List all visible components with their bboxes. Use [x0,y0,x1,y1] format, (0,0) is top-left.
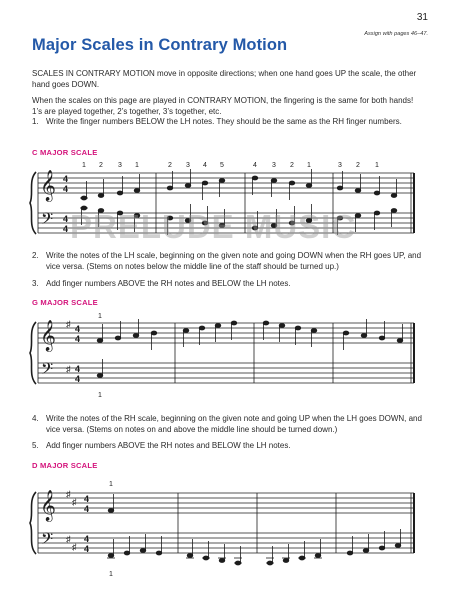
sharp-icon: ♯ [66,534,71,544]
instruction-number: 5. [32,441,39,450]
sharp-key-signature-icon: ♯ [66,319,71,329]
instruction-text: Add finger numbers ABOVE the RH notes and BELOW the LH notes. [46,441,291,450]
grand-staff-brace [30,172,36,234]
instruction-text: Write the finger numbers BELOW the LH notes. They should be the same as the RH finger numbers. [46,117,402,126]
svg-text:4: 4 [63,174,69,184]
rh-notes [80,169,397,200]
finger-numbers [82,162,379,169]
rh-finger-number: 1 [109,481,113,488]
treble-staff-lines [38,323,414,343]
finger-number: 3 [272,162,276,169]
finger-number: 2 [356,162,360,169]
treble-clef-icon: 𝄞 [40,320,56,350]
page-number: 31 [416,12,428,23]
finger-number: 3 [118,162,122,169]
sharp-icon: ♯ [66,489,71,499]
watermark: PRELUDE MUSIC [70,208,357,245]
instruction-5 [32,441,426,452]
c-major-heading: C MAJOR SCALE [32,148,98,157]
instruction-1 [32,117,426,128]
treble-staff-lines [38,493,414,513]
treble-clef-icon: 𝄞 [40,490,56,520]
finger-number: 1 [375,162,379,169]
bass-staff-lines [38,363,414,383]
instruction-number: 2. [32,251,39,260]
barlines [38,323,414,383]
page-title: Major Scales in Contrary Motion [32,36,288,54]
svg-text:4: 4 [75,324,81,334]
treble-clef-icon: 𝄞 [40,170,56,200]
key-signature-sharps [66,489,77,552]
svg-text:4: 4 [75,364,81,374]
grand-staff-brace [30,322,36,384]
g-major-grand-staff [0,305,450,405]
instruction-text: Add finger numbers ABOVE the RH notes and BELOW the LH notes. [46,279,291,288]
svg-text:4: 4 [63,184,69,194]
bass-clef-icon: 𝄢 [41,361,54,382]
svg-text:4: 4 [84,544,90,554]
instruction-text: Write the notes of the LH scale, beginning on the given note and going DOWN when the RH goes UP, and vice versa. (Stems on notes below the middle line of the staff should be turned up.) [46,251,422,271]
intro-paragraph: SCALES IN CONTRARY MOTION move in opposite directions; when one hand goes UP the scale, the other hand goes DOWN. [32,69,417,89]
time-signature [75,324,80,384]
svg-text:4: 4 [84,494,90,504]
finger-number: 5 [220,162,224,169]
finger-number: 4 [203,162,207,169]
lh-notes [107,529,401,565]
barlines [38,493,414,553]
lh-finger-number: 1 [109,571,113,578]
finger-number: 1 [135,162,139,169]
sharp-icon: ♯ [72,497,77,507]
lh-finger-number: 1 [98,392,102,399]
instruction-number: 3. [32,279,39,288]
d-major-heading: D MAJOR SCALE [32,461,98,470]
grand-staff-brace [30,492,36,554]
finger-number: 3 [338,162,342,169]
instruction-2 [32,251,426,272]
instruction-number: 1. [32,117,39,126]
svg-text:4: 4 [63,214,69,224]
svg-text:4: 4 [84,504,90,514]
assign-note: Assign with pages 46–47. [364,31,428,37]
sharp-icon: ♯ [72,542,77,552]
finger-number: 2 [99,162,103,169]
bass-clef-icon: 𝄢 [41,531,54,552]
instruction-number: 4. [32,414,39,423]
time-signature [84,494,89,554]
finger-number: 2 [290,162,294,169]
bass-clef-icon: 𝄢 [41,211,54,232]
d-major-grand-staff [0,475,450,585]
finger-number: 1 [82,162,86,169]
finger-number: 3 [186,162,190,169]
svg-text:4: 4 [84,534,90,544]
finger-number: 1 [307,162,311,169]
intro-paragraph-fingering: When the scales on this page are played in CONTRARY MOTION, the fingering is the same for both hands! 1’s are played together, 2’s together, 3’s together, etc. [32,96,414,116]
instruction-3 [32,279,426,290]
finger-number: 2 [168,162,172,169]
instruction-4 [32,414,426,435]
svg-text:4: 4 [75,334,81,344]
time-signature [63,174,68,234]
instruction-text: Write the notes of the RH scale, beginning on the given note and going UP when the LH goes DOWN, and vice versa. (Stems on notes on and above the middle line should be turned down.) [46,414,422,434]
svg-text:4: 4 [63,224,69,234]
sharp-key-signature-icon: ♯ [66,364,71,374]
rh-finger-number: 1 [98,313,102,320]
rh-notes [97,319,403,350]
bass-staff-lines [38,533,414,553]
svg-text:4: 4 [75,374,81,384]
g-major-heading: G MAJOR SCALE [32,298,98,307]
finger-number: 4 [253,162,257,169]
